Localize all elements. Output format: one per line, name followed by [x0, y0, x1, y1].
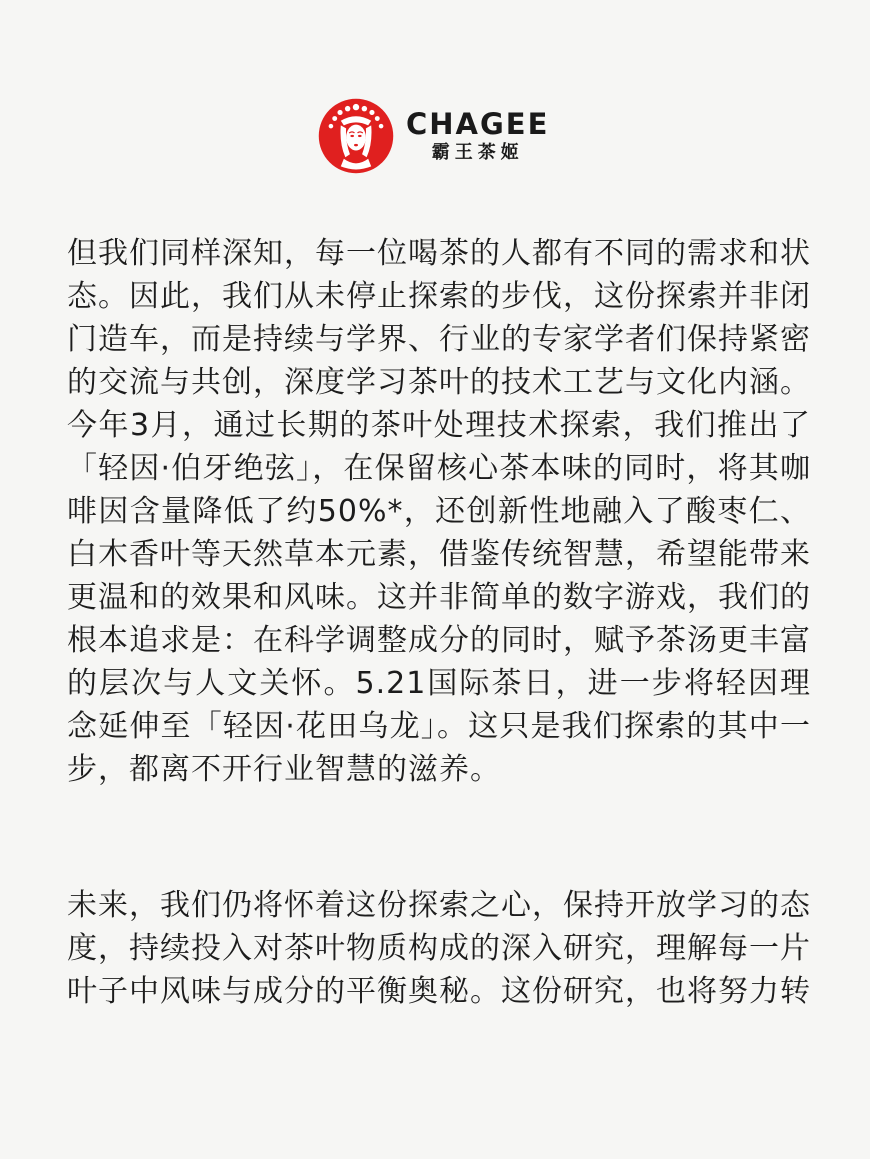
opera-face-logo-icon: [318, 98, 394, 174]
brand-wordmark: [406, 108, 549, 164]
brand-name-english: CHAGEE: [406, 107, 550, 141]
brand-name-chinese: 霸王茶姬: [431, 142, 524, 163]
article-paragraph: 但我们同样深知，每一位喝茶的人都有不同的需求和状态。因此，我们从未停止探索的步伐，这份探索并非闭门造车，而是持续与学界、行业的专家学者们保持紧密的交流与共创，深度学习茶叶的技术工艺与文化内涵。今年3月，通过长期的茶叶处理技术探索，我们推出了「轻因·伯牙绝弦」，在保留核心茶本味的同时，将其咖啡因含量降低了约50%*，还创新性地融入了酸枣仁、白木香叶等天然草本元素，借鉴传统智慧，希望能带来更温和的效果和风味。这并非简单的数字游戏，我们的根本追求是：在科学调整成分的同时，赋予茶汤更丰富的层次与人文关怀。5.21国际茶日，进一步将轻因理念延伸至「轻因·花田乌龙」。这只是我们探索的其中一步，都离不开行业智慧的滋养。: [67, 236, 811, 787]
article-paragraph: 未来，我们仍将怀着这份探索之心，保持开放学习的态度，持续投入对茶叶物质构成的深入研究，理解每一片叶子中风味与成分的平衡奥秘。这份研究，也将努力转: [67, 888, 811, 1009]
brand-logo: [318, 98, 549, 174]
